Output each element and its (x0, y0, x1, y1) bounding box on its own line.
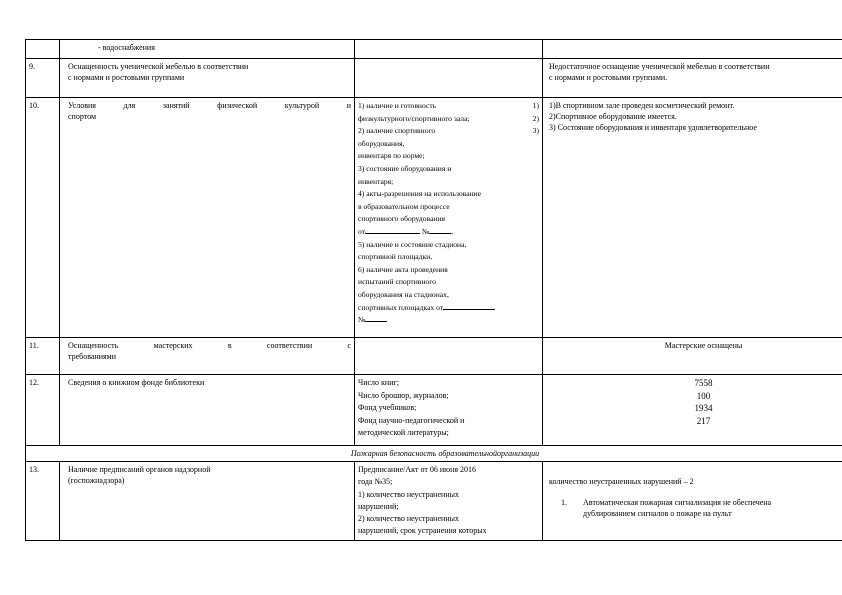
details-cell (355, 375, 543, 446)
details-line: 2) наличие спортивного (358, 126, 436, 136)
details-line: 1) наличие и готовность (358, 101, 437, 110)
number-prefix: № (421, 226, 430, 236)
details-line: 2) количество неустраненных (358, 514, 459, 524)
criterion-line: Условия для занятий физической культурой и (68, 101, 351, 110)
details-line: нарушений, срок устранения которых (358, 526, 487, 536)
details-line: года №35; (358, 477, 393, 487)
details-cell (355, 40, 543, 59)
list-number: 1. (561, 498, 567, 507)
violation-list-item (549, 497, 842, 519)
inspection-table (25, 39, 842, 541)
criterion-line: Оснащенность мастерских в соответствии с (68, 341, 351, 350)
number-blank (429, 226, 451, 234)
criterion-line: с нормами и ростовыми группами (68, 73, 185, 82)
details-line: оборудования, (358, 138, 405, 148)
row-number (26, 40, 60, 59)
criterion-line: требованиями (68, 352, 117, 361)
criterion-line: Наличие предписаний органов надзорной (68, 465, 211, 474)
number-blank (365, 314, 387, 322)
criterion-cell (60, 462, 355, 541)
result-line: 1)В спортивном зале проведен косметический ремонт. (549, 101, 735, 110)
library-value: 217 (696, 415, 711, 426)
result-cell (543, 98, 842, 338)
details-line: спортивного оборудования (358, 214, 445, 224)
row-number: 11. (26, 338, 60, 375)
details-line-blank: от № , (358, 226, 454, 236)
criterion-cell (60, 59, 355, 98)
violation-text (583, 497, 771, 519)
details-line: Предписание/Акт от 06 июня 2016 (358, 465, 477, 474)
details-line: Число книг; (358, 378, 399, 387)
result-cell (543, 462, 842, 541)
details-line-blank (358, 314, 539, 327)
violation-line: Автоматическая пожарная сигнализация не обеспечена (583, 498, 772, 507)
row-number: 9. (26, 59, 60, 98)
details-line-blank (358, 302, 539, 315)
date-blank (365, 226, 420, 234)
details-cell (355, 59, 543, 98)
details-line: Фонд научно-педагогической и (358, 415, 465, 425)
result-cell (543, 40, 842, 59)
details-line: в образовательном процессе (358, 201, 450, 211)
section-title: Пожарная безопасность образовательнойорганизации (26, 446, 842, 462)
date-blank (443, 302, 495, 310)
mark: 2) (532, 113, 539, 123)
row-number: 12. (26, 375, 60, 446)
details-line: испытаний спортивного (358, 277, 436, 287)
table-row (26, 59, 842, 98)
details-line: 4) акты-разрешения на использование (358, 189, 482, 199)
library-value: 100 (696, 390, 711, 401)
details-cell (355, 338, 543, 375)
details-line: методической литературы; (358, 428, 449, 437)
library-value: 1934 (694, 403, 713, 413)
details-line: 1) количество неустраненных (358, 489, 459, 499)
violation-line: дублированием сигналов о пожаре на пульт (583, 509, 732, 518)
criterion-cell (60, 338, 355, 375)
details-line: нарушений; (358, 501, 399, 511)
row-number: 13. (26, 462, 60, 541)
criterion-line: (госпожнадзора) (68, 476, 125, 485)
details-line: Фонд учебников; (358, 403, 417, 412)
table-row (26, 375, 842, 446)
result-line: количество неустраненных нарушений – 2 (549, 477, 694, 486)
result-line: с нормами и ростовыми группами. (549, 73, 668, 82)
details-line: оборудования на стадионах, (358, 289, 449, 299)
date-prefix: спортивных площадках от (358, 302, 444, 312)
date-prefix: от (358, 226, 366, 236)
mark: 1) (532, 101, 539, 110)
details-line: физкультурного/спортивного зала; (358, 113, 470, 123)
result-cell: Мастерские оснащены (543, 338, 842, 375)
criterion-cell: - водоснабжения (60, 40, 355, 59)
details-cell (355, 98, 543, 338)
table-row (26, 338, 842, 375)
criterion-line: Оснащенность ученической мебелью в соответствии (68, 62, 249, 71)
section-row (26, 446, 842, 462)
library-value: 7558 (694, 378, 713, 388)
details-line: 5) наличие и состояние стадиона, (358, 239, 467, 249)
result-cell (543, 375, 842, 446)
details-line: спортивной площадки, (358, 252, 433, 262)
details-marks (533, 100, 539, 138)
details-line: инвентаря; (358, 176, 394, 186)
result-line: 3) Состояние оборудования и инвентаря удовлетворительное (549, 123, 757, 132)
result-line: Недостаточное оснащение ученической мебелью в соответствии (549, 62, 770, 71)
row-number: 10. (26, 98, 60, 338)
details-line: 6) наличие акта проведения (358, 264, 448, 274)
details-line: Число брошюр, журналов; (358, 390, 449, 400)
details-cell (355, 462, 543, 541)
details-line: 3) состояние оборудования и (358, 163, 452, 173)
details-line: инвентаря по норме; (358, 151, 425, 161)
criterion-cell (60, 98, 355, 338)
table-row (26, 98, 842, 338)
mark: 3) (532, 126, 539, 136)
number-prefix: № (358, 315, 366, 325)
criterion-line: спортом (68, 112, 97, 121)
result-line: 2)Спортивное оборудование имеется. (549, 112, 677, 121)
result-cell (543, 59, 842, 98)
criterion-cell: Сведения о книжном фонде библиотеки (60, 375, 355, 446)
table-row (26, 462, 842, 541)
table-row (26, 40, 842, 59)
